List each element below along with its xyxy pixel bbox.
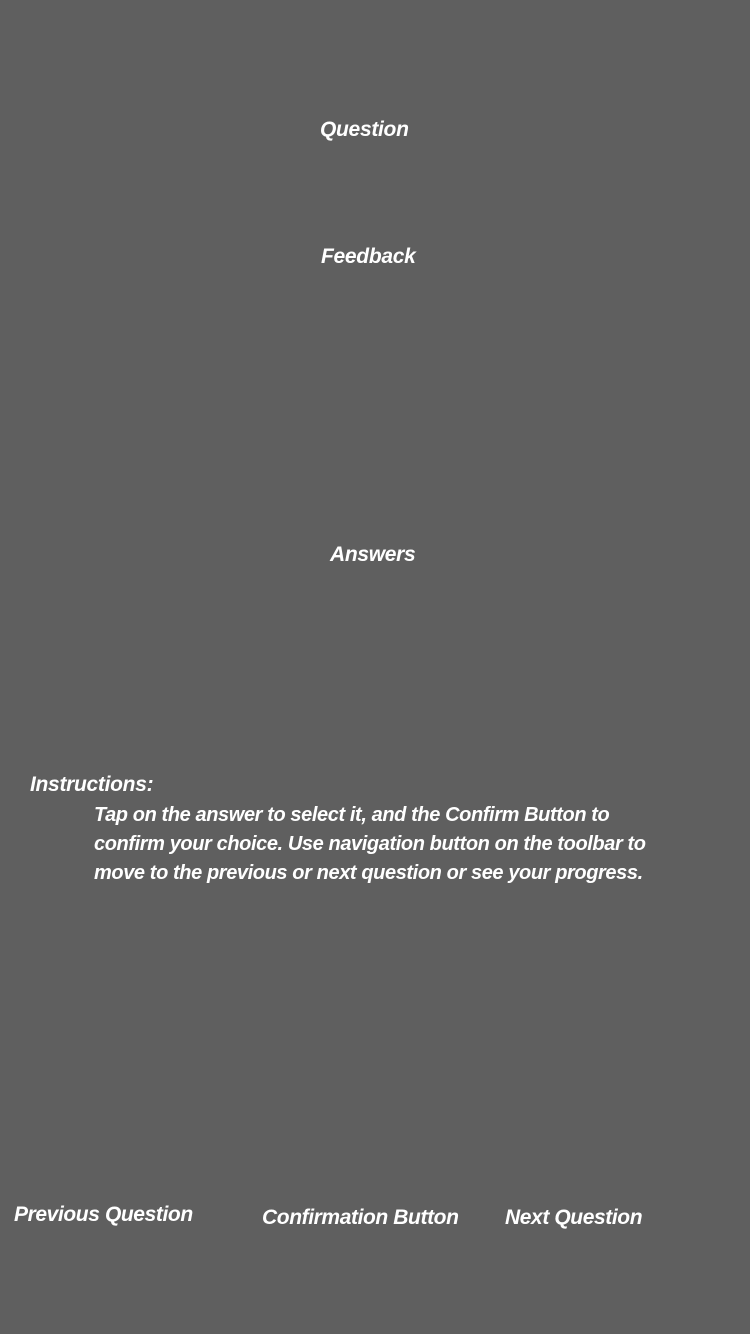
answers-label[interactable]: Answers: [330, 543, 416, 566]
instructions-line: confirm your choice. Use navigation button on the toolbar to: [94, 833, 646, 855]
instructions-line: move to the previous or next question or see your progress.: [94, 862, 643, 884]
instructions-heading: Instructions:: [30, 773, 154, 796]
feedback-label: Feedback: [321, 245, 416, 268]
previous-question-button[interactable]: Previous Question: [14, 1203, 193, 1226]
next-question-button[interactable]: Next Question: [505, 1206, 643, 1229]
instructions-line: Tap on the answer to select it, and the Confirm Button to: [94, 804, 610, 826]
instructions-text: [94, 801, 734, 888]
confirmation-button[interactable]: Confirmation Button: [262, 1206, 459, 1229]
question-label: Question: [320, 118, 409, 141]
